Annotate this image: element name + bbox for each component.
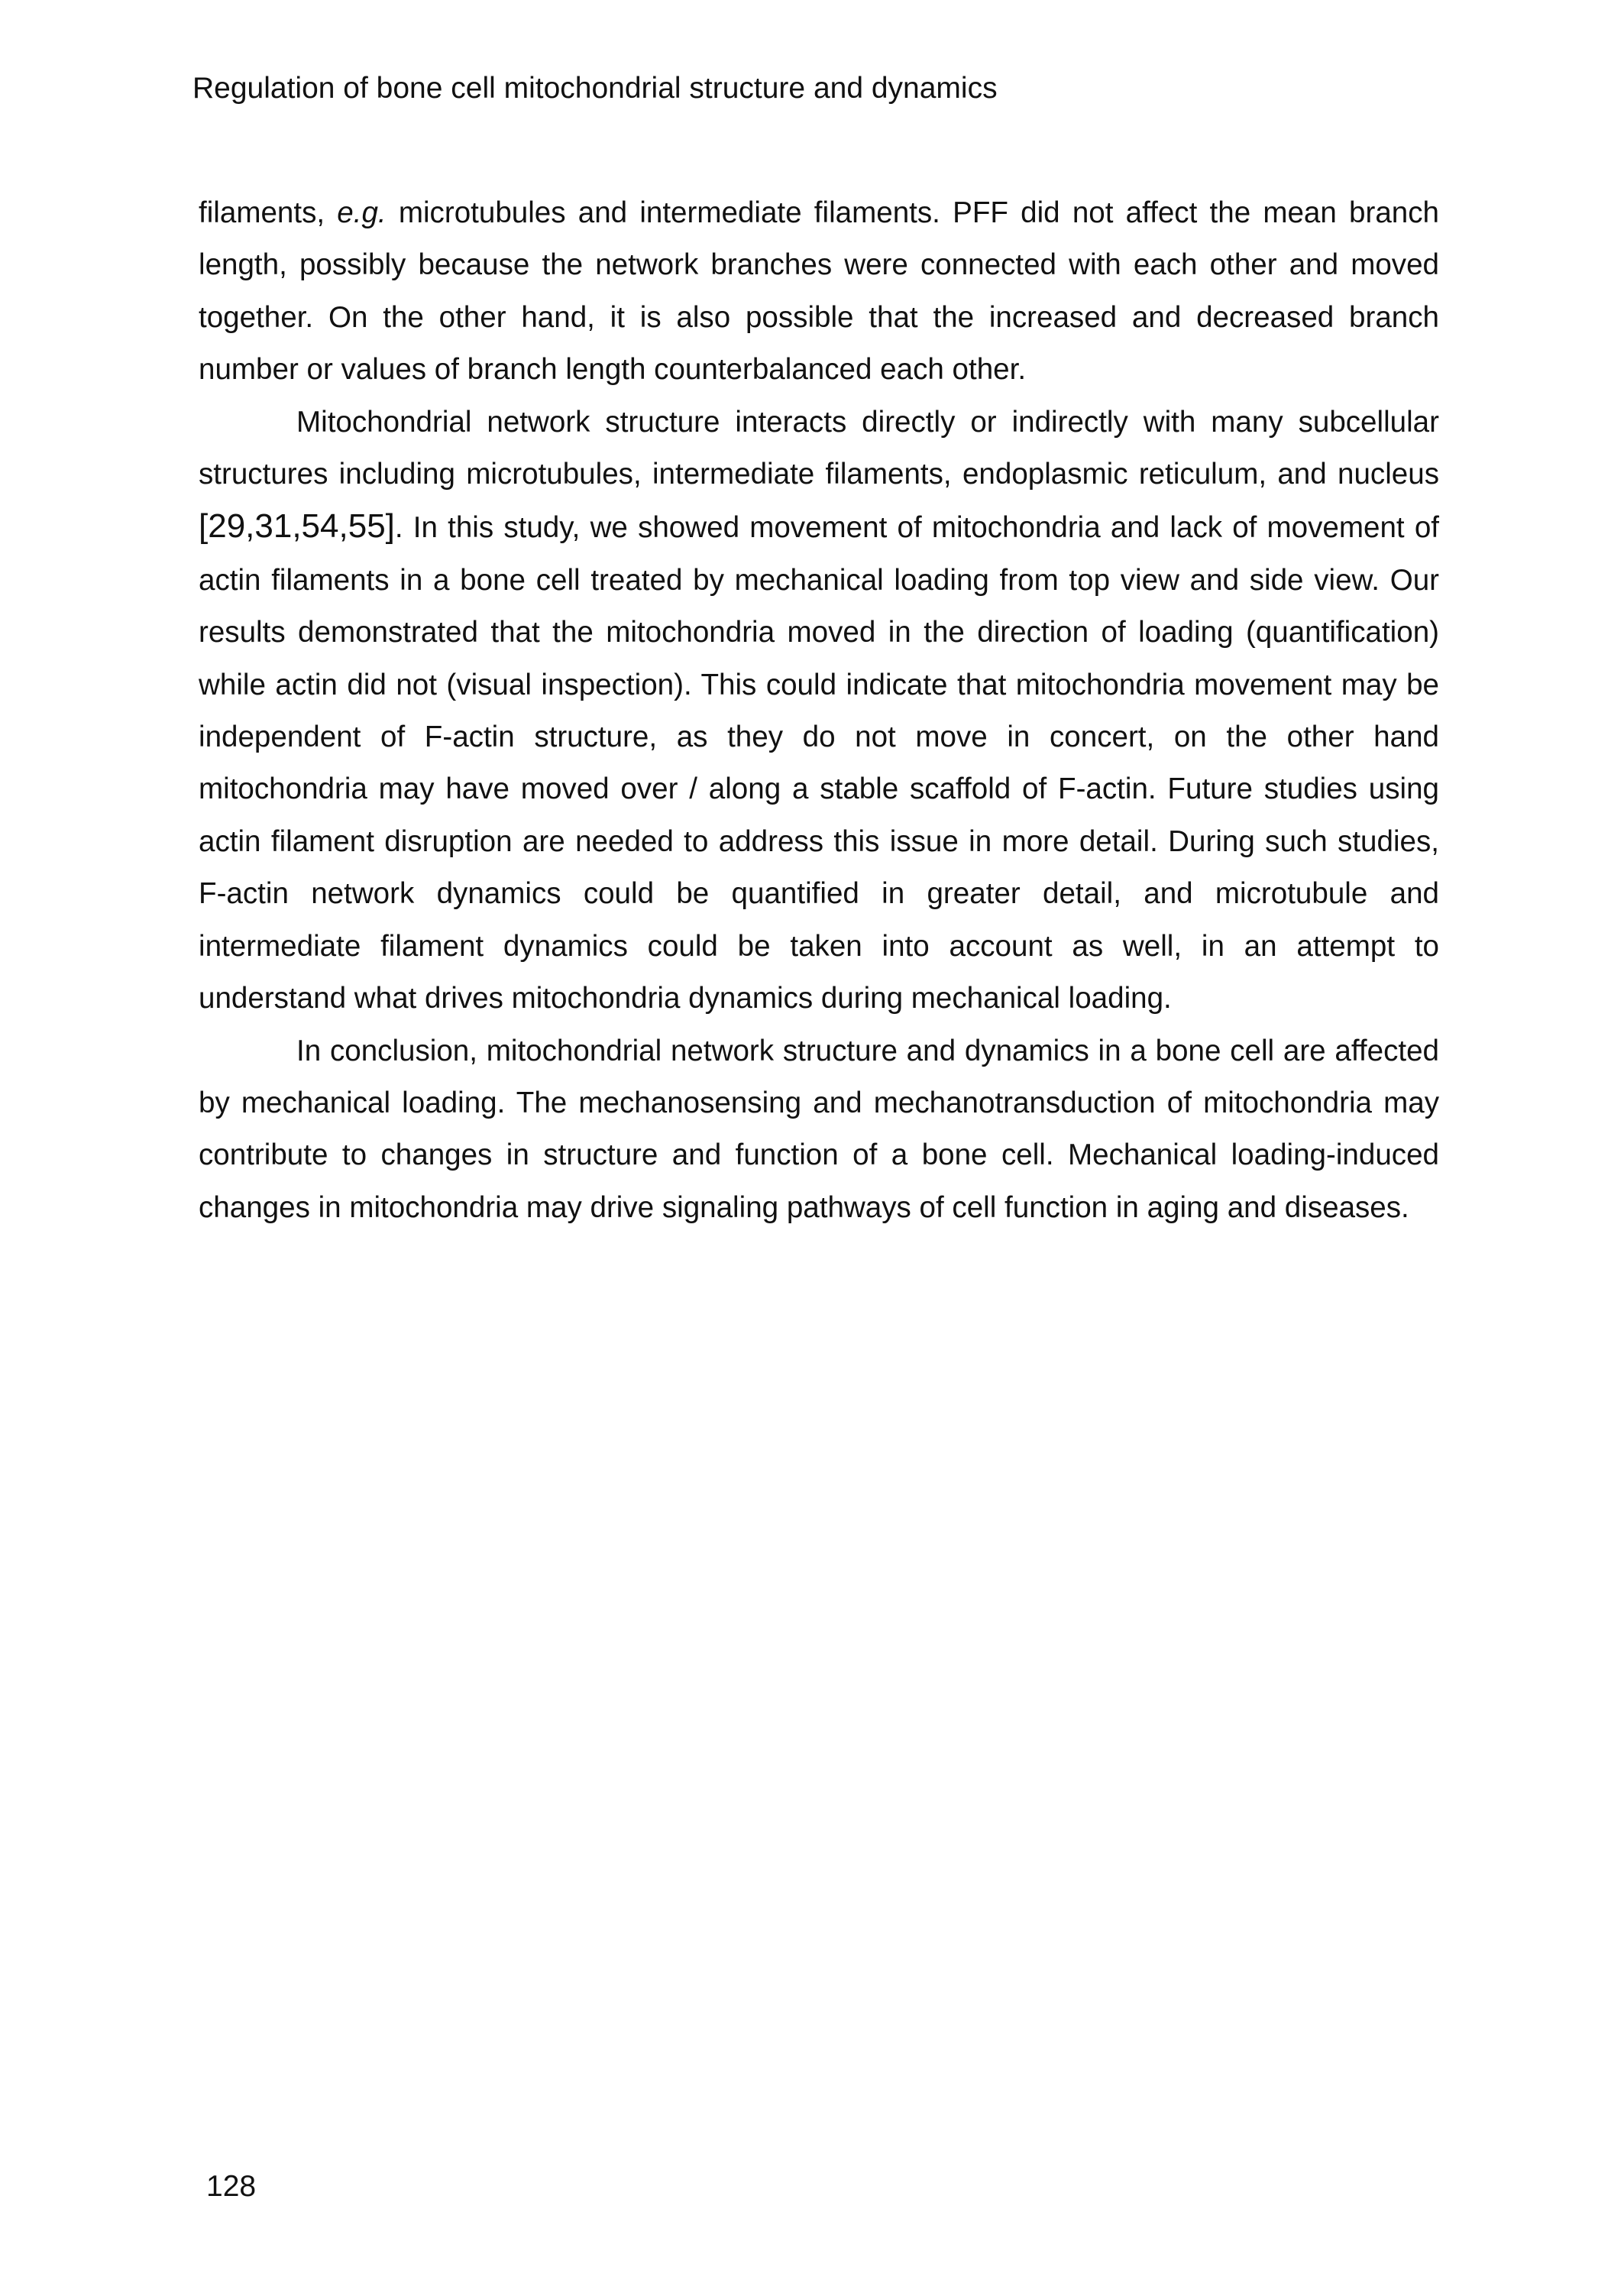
body-text	[199, 187, 1439, 1234]
paragraph-1	[199, 187, 1439, 397]
citation: [29,31,54,55]	[199, 507, 395, 546]
paragraph-3: In conclusion, mitochondrial network structure and dynamics in a bone cell are affected by mechanical loading. The mechanosensing and mechanotransduction of mitochondria may contribute to changes in structure and function of a bone cell. Mechanical loading-induced changes in mitochondria may drive signaling pathways of cell function in aging and diseases.	[199, 1034, 1439, 1224]
paragraph-1-rest: microtubules and intermediate filaments. PFF did not affect the mean branch length, possibly because the network branches were connected with each other and moved together. On the other hand, it is also possible that the increased and decreased branch number or values of branch length counterbalanced each other.	[199, 196, 1440, 387]
paragraph-1-italic: e.g.	[337, 196, 387, 229]
paragraph-2	[199, 397, 1439, 1025]
paragraph-1-start: filaments,	[199, 196, 338, 229]
running-header: Regulation of bone cell mitochondrial structure and dynamics	[192, 72, 998, 105]
paragraph-2-start: Mitochondrial network structure interacts directly or indirectly with many subcellular structures including microtubules, intermediate filaments, endoplasmic reticulum, and nucleus	[199, 405, 1439, 491]
page-number: 128	[206, 2170, 257, 2203]
paragraph-2-rest: . In this study, we showed movement of mitochondria and lack of movement of actin filaments in a bone cell treated by mechanical loading from top view and side view. Our results demonstrated that the mitochondria moved in the direction of loading (quantification) while actin did not (visual inspection). This could indicate that mitochondria movement may be independent of F-actin structure, as they do not move in concert, on the other hand mitochondria may have moved over / along a stable scaffold of F-actin. Future studies using actin filament disruption are needed to address this issue in more detail. During such studies, F-actin network dynamics could be quantified in greater detail, and microtubule and intermediate filament dynamics could be taken into account as well, in an attempt to understand what drives mitochondria dynamics during mechanical loading.	[199, 511, 1439, 1015]
